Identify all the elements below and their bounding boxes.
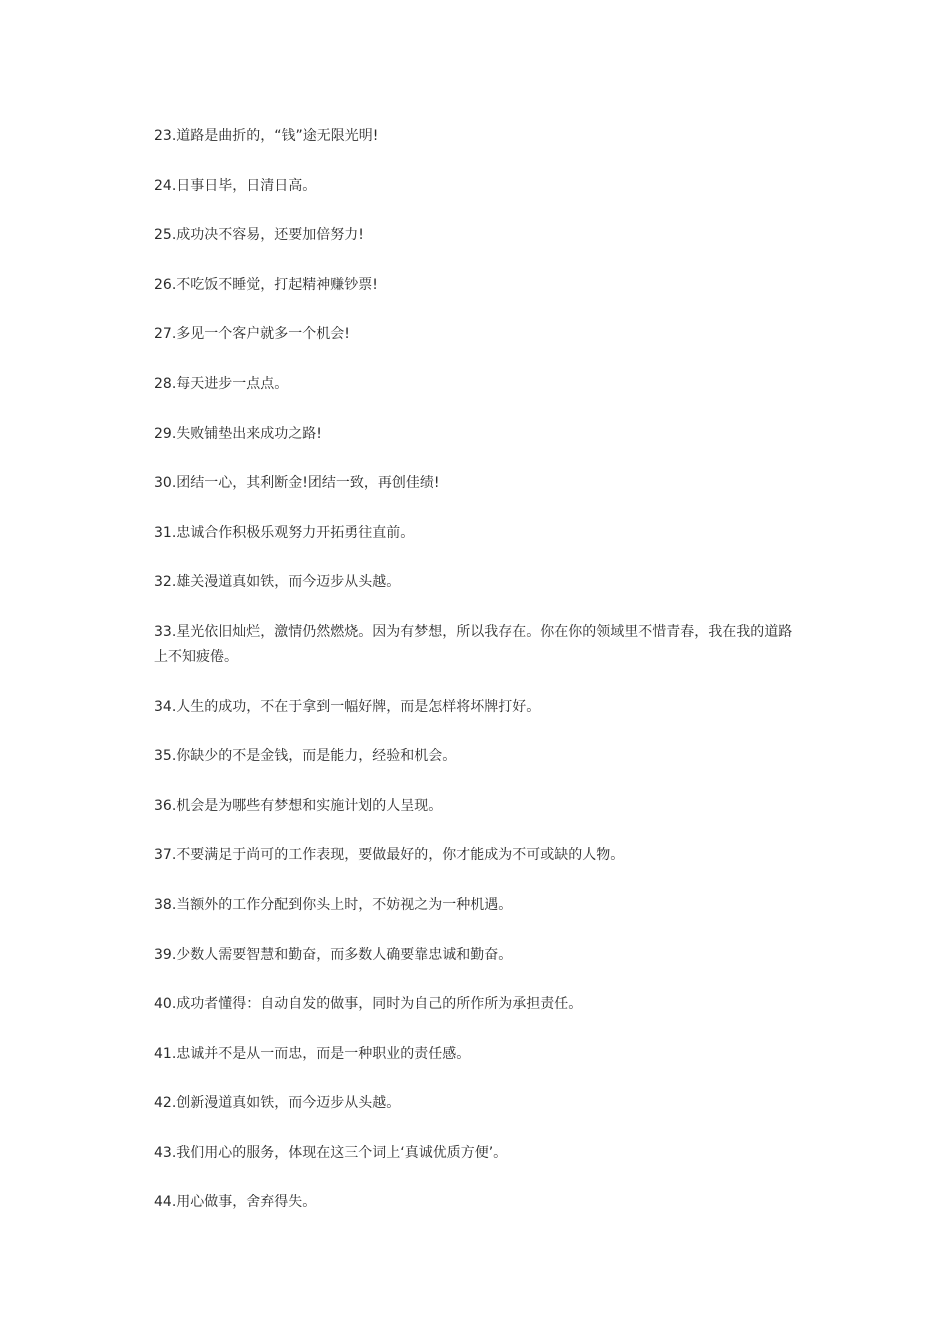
list-item: 25.成功决不容易，还要加倍努力! [154, 227, 364, 244]
list-item: 41.忠诚并不是从一而忠，而是一种职业的责任感。 [154, 1045, 471, 1062]
list-item: 23.道路是曲折的，“钱”途无限光明! [154, 128, 379, 144]
list-item: 35.你缺少的不是金钱，而是能力，经验和机会。 [154, 748, 457, 765]
list-item: 34.人生的成功，不在于拿到一幅好牌，而是怎样将坏牌打好。 [154, 698, 541, 715]
list-item: 24.日事日毕，日清日高。 [154, 177, 317, 194]
list-item: 32.雄关漫道真如铁，而今迈步从头越。 [154, 574, 401, 591]
list-item: 44.用心做事，舍弃得失。 [154, 1194, 317, 1211]
list-item: 33.星光依旧灿烂，激情仍然燃烧。因为有梦想，所以我存在。你在你的领域里不惜青春，我在我的道路上不知疲倦。 [154, 623, 793, 665]
list-item: 42.创新漫道真如铁，而今迈步从头越。 [154, 1095, 401, 1112]
document-body [154, 124, 804, 1240]
list-item: 28.每天进步一点点。 [154, 375, 289, 392]
list-item: 40.成功者懂得：自动自发的做事，同时为自己的所作所为承担责任。 [154, 996, 583, 1013]
list-item: 43.我们用心的服务，体现在这三个词上‘真诚优质方便’。 [154, 1144, 508, 1161]
list-item: 39.少数人需要智慧和勤奋，而多数人确要靠忠诚和勤奋。 [154, 946, 513, 963]
list-item: 30.团结一心，其利断金!团结一致，再创佳绩! [154, 475, 440, 492]
list-item: 27.多见一个客户就多一个机会! [154, 326, 350, 343]
list-item: 29.失败铺垫出来成功之路! [154, 425, 322, 442]
list-item: 31.忠诚合作积极乐观努力开拓勇往直前。 [154, 524, 415, 541]
list-item: 37.不要满足于尚可的工作表现，要做最好的，你才能成为不可或缺的人物。 [154, 847, 625, 864]
list-item: 26.不吃饭不睡觉，打起精神赚钞票! [154, 276, 378, 293]
list-item: 36.机会是为哪些有梦想和实施计划的人呈现。 [154, 797, 443, 814]
list-item: 38.当额外的工作分配到你头上时，不妨视之为一种机遇。 [154, 896, 513, 913]
